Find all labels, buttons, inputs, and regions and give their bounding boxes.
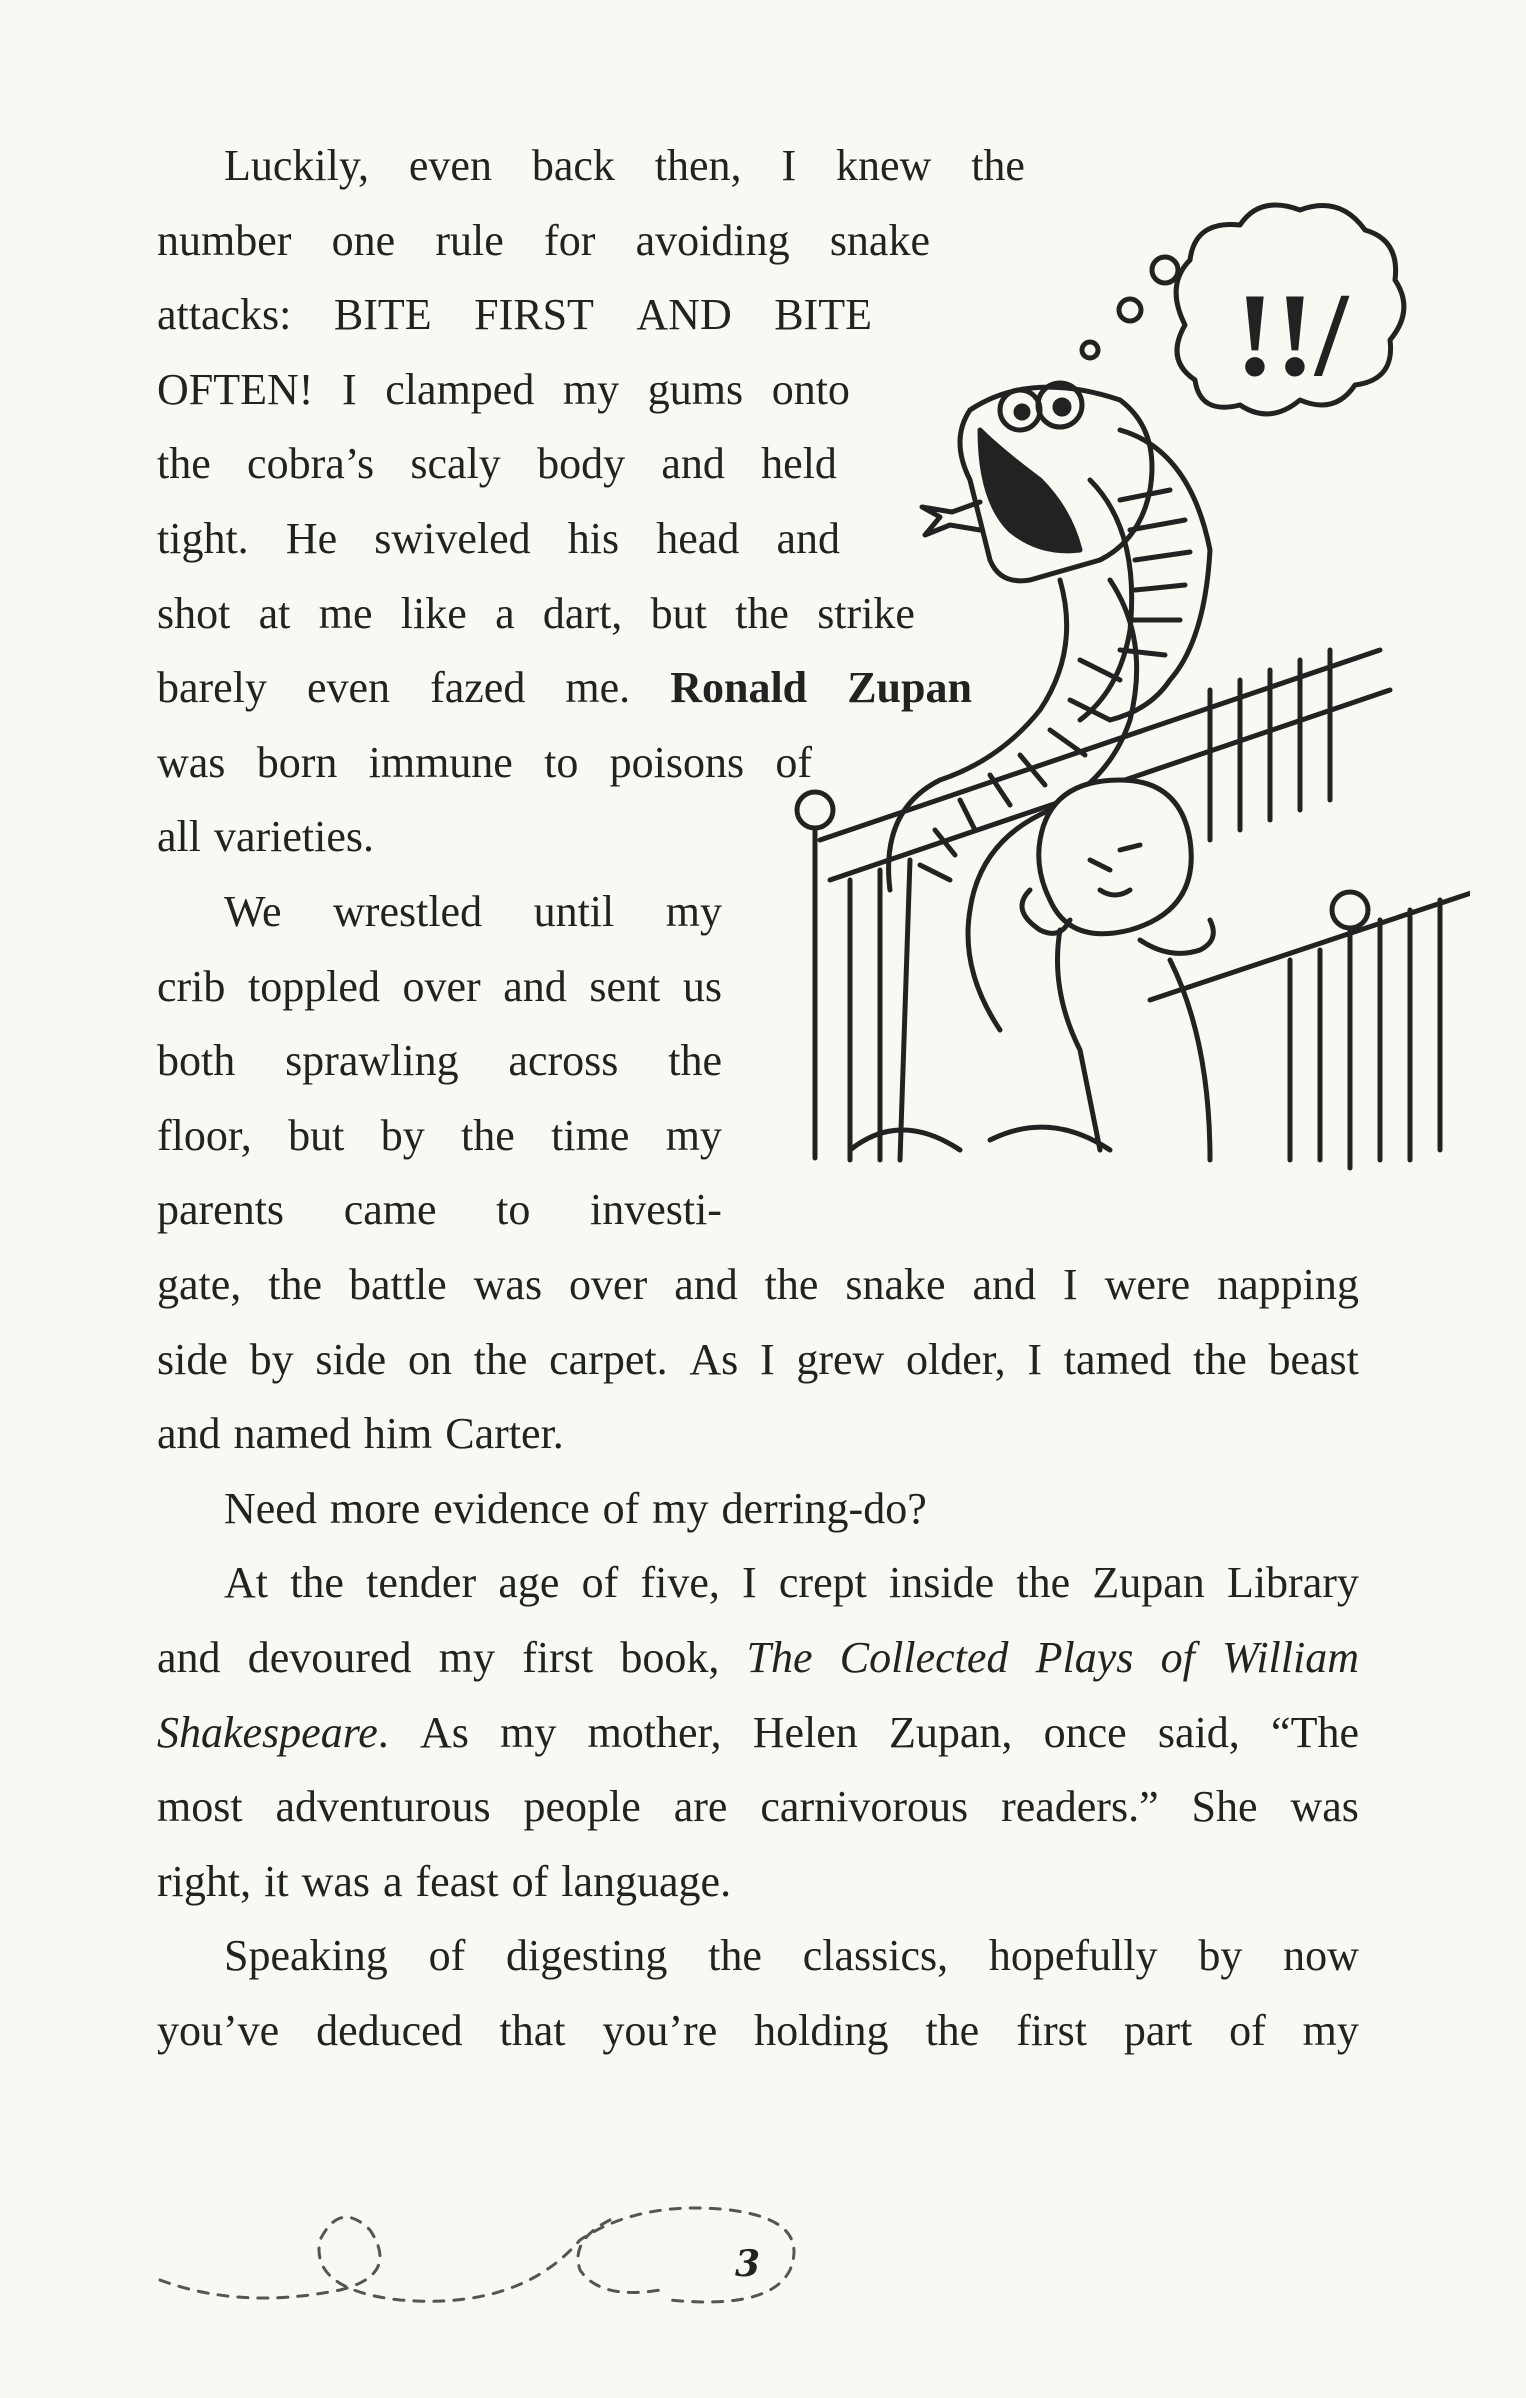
text-line: both sprawling across the <box>157 1036 722 1086</box>
text-line: and named him Carter. <box>157 1409 564 1459</box>
text-line: attacks: BITE FIRST AND BITE <box>157 290 872 340</box>
text-line: the cobra’s scaly body and held <box>157 439 837 489</box>
footer-flourish <box>150 2190 870 2310</box>
text-line: Speaking of digesting the classics, hopefully by now <box>224 1931 1359 1981</box>
text-line: was born immune to poisons of <box>157 737 812 787</box>
text-line: Shakespeare. As my mother, Helen Zupan, once said, “The <box>157 1707 1359 1757</box>
text-line: and devoured my first book, The Collected Plays of William <box>157 1633 1359 1682</box>
text-line: floor, but by the time my <box>157 1110 722 1160</box>
text-line: shot at me like a dart, but the strike <box>157 588 915 638</box>
text-line: At the tender age of five, I crept inside the Zupan Library <box>224 1558 1359 1608</box>
text-line: gate, the battle was over and the snake and I were napping <box>157 1260 1359 1309</box>
text-line: tight. He swiveled his head and <box>157 514 840 563</box>
text-line: number one rule for avoiding snake <box>157 215 930 265</box>
baby-icon <box>1022 780 1213 1160</box>
text-line: OFTEN! I clamped my gums onto <box>157 364 850 414</box>
text-line: crib toppled over and sent us <box>157 961 722 1011</box>
text-line: We wrestled until my <box>224 887 722 936</box>
text-line: side by side on the carpet. As I grew older, I tamed the beast <box>157 1334 1359 1384</box>
text-line: most adventurous people are carnivorous readers.” She was <box>157 1782 1359 1832</box>
text-line: all varieties. <box>157 812 375 862</box>
page-number: 3 <box>735 2243 761 2285</box>
text-line: right, it was a feast of language. <box>157 1856 732 1906</box>
text-line: parents came to investi- <box>157 1185 722 1235</box>
cobra-crib-illustration <box>790 200 1470 1200</box>
text-line: barely even fazed me. Ronald Zupan <box>157 663 972 713</box>
thought-bubble-text: !!/ <box>1235 268 1349 401</box>
text-line: you’ve deduced that you’re holding the first part of my <box>157 2006 1359 2055</box>
text-line: Need more evidence of my derring-do? <box>224 1483 927 1533</box>
text-line: Luckily, even back then, I knew the <box>224 141 1025 190</box>
